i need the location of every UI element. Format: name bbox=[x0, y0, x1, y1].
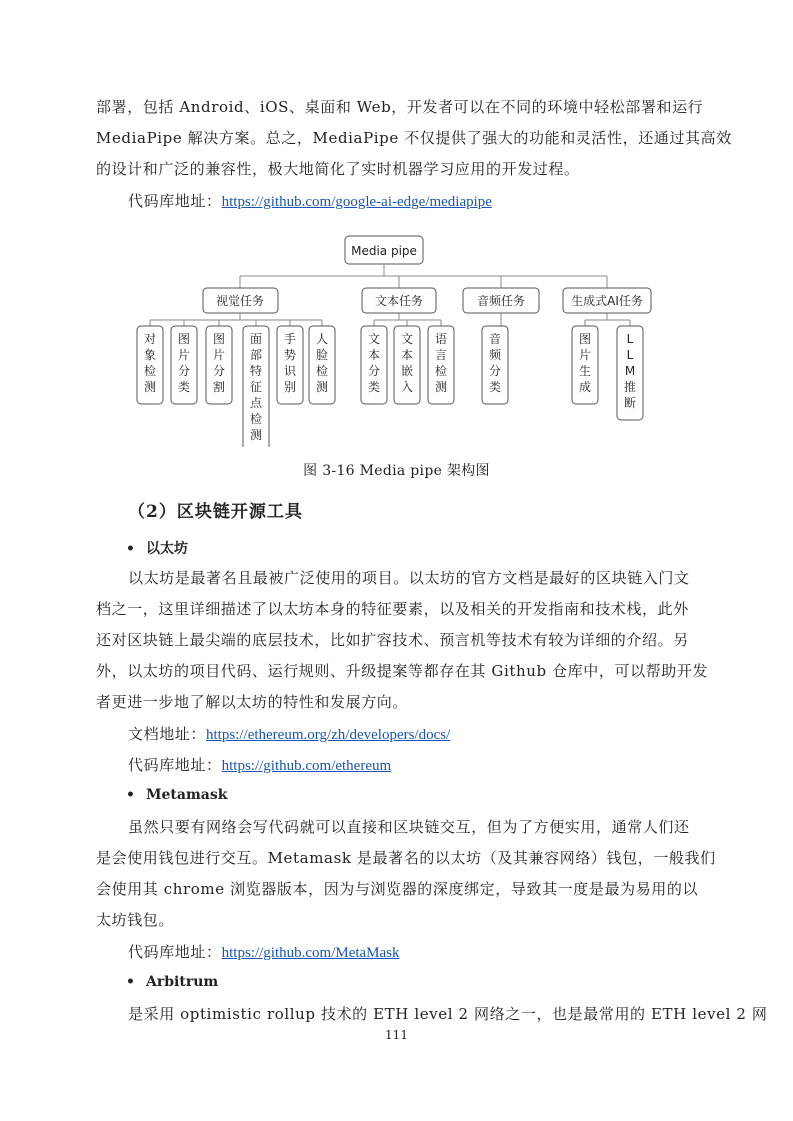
ethereum-line-2: 档之一，这里详细描述了以太坊本身的特征要素，以及相关的开发指南和技术栈，此外 bbox=[96, 600, 689, 618]
leaf-label: 图片分类 bbox=[177, 332, 191, 394]
repo-label: 代码库地址： bbox=[128, 943, 222, 961]
ethereum-line-1: 以太坊是最著名且最被广泛使用的项目。以太坊的官方文档是最好的区块链入门文 bbox=[128, 569, 690, 587]
ethereum-docs-line bbox=[128, 723, 450, 744]
bullet-ethereum bbox=[126, 538, 188, 558]
leaf-label: 图片分割 bbox=[212, 332, 226, 394]
leaf-label: 人脸检测 bbox=[315, 332, 329, 394]
metamask-line-4: 太坊钱包。 bbox=[96, 911, 175, 929]
bullet-dot: • bbox=[126, 541, 135, 557]
leaf-label: 文本分类 bbox=[367, 332, 381, 394]
leaf-label: 对象检测 bbox=[143, 332, 157, 394]
mediapipe-repo-line bbox=[128, 190, 492, 211]
section-heading: （2）区块链开源工具 bbox=[128, 502, 303, 522]
ethereum-repo-link[interactable]: https://github.com/ethereum bbox=[221, 758, 392, 774]
bullet-dot: • bbox=[126, 787, 135, 803]
leaf-label: 手势识别 bbox=[283, 332, 297, 394]
leaf-label: 音频分类 bbox=[488, 332, 502, 394]
arbitrum-line-1: 是采用 optimistic rollup 技术的 ETH level 2 网络之一，也是最常用的 ETH level 2 网 bbox=[128, 1005, 768, 1023]
ethereum-repo-line bbox=[128, 754, 391, 775]
ethereum-line-4: 外，以太坊的项目代码、运行规则、升级提案等都存在其 Github 仓库中，可以帮助开发 bbox=[96, 662, 709, 680]
leaf-label: L L M 推断 bbox=[623, 332, 637, 410]
metamask-line-3: 会使用其 chrome 浏览器版本，因为与浏览器的深度绑定，导致其一度是最为易用的以 bbox=[96, 880, 699, 898]
group-label-audio: 音频任务 bbox=[476, 294, 526, 308]
metamask-repo-link[interactable]: https://github.com/MetaMask bbox=[221, 945, 400, 961]
leaf-label: 语言检测 bbox=[434, 332, 448, 394]
metamask-line-1: 虽然只要有网络会写代码就可以直接和区块链交互，但为了方便实用，通常人们还 bbox=[128, 818, 690, 836]
page-number: 111 bbox=[385, 1028, 408, 1042]
diagram-root-label: Media pipe bbox=[351, 244, 417, 258]
intro-line-1: 部署，包括 Android、iOS、桌面和 Web，开发者可以在不同的环境中轻松部署和运行 bbox=[96, 98, 704, 116]
group-label-text: 文本任务 bbox=[374, 294, 424, 308]
ethereum-docs-link[interactable]: https://ethereum.org/zh/developers/docs/ bbox=[206, 727, 451, 743]
bullet-arbitrum bbox=[126, 974, 218, 990]
group-label-genai: 生成式AI任务 bbox=[571, 294, 643, 308]
metamask-repo-line bbox=[128, 941, 400, 962]
leaf-label: 图片生成 bbox=[578, 332, 592, 394]
leaf-label: 文本嵌入 bbox=[400, 332, 414, 394]
ethereum-line-3: 还对区块链上最尖端的底层技术，比如扩容技术、预言机等技术有较为详细的介绍。另 bbox=[96, 631, 689, 649]
repo-label: 代码库地址： bbox=[128, 756, 222, 774]
bullet-title-arbitrum: Arbitrum bbox=[146, 974, 219, 990]
repo-label: 代码库地址： bbox=[128, 192, 222, 210]
ethereum-line-5: 者更进一步地了解以太坊的特性和发展方向。 bbox=[96, 693, 409, 711]
intro-line-3: 的设计和广泛的兼容性，极大地简化了实时机器学习应用的开发过程。 bbox=[96, 160, 580, 178]
leaf-label: 面部特征点检测 bbox=[249, 332, 263, 442]
bullet-title-metamask: Metamask bbox=[146, 787, 228, 803]
bullet-title-ethereum: 以太坊 bbox=[146, 541, 188, 557]
group-label-vision: 视觉任务 bbox=[215, 294, 265, 308]
intro-line-2: MediaPipe 解决方案。总之，MediaPipe 不仅提供了强大的功能和灵活性，还通过其高效 bbox=[96, 129, 732, 147]
figure-caption: 图 3-16 Media pipe 架构图 bbox=[303, 463, 490, 479]
docs-label: 文档地址： bbox=[128, 725, 207, 743]
mediapipe-repo-link[interactable]: https://github.com/google-ai-edge/mediapipe bbox=[221, 194, 492, 210]
mediapipe-architecture-diagram bbox=[0, 232, 793, 447]
diagram-leaves bbox=[137, 326, 643, 447]
metamask-line-2: 是会使用钱包进行交互。Metamask 是最著名的以太坊（及其兼容网络）钱包，一般我们 bbox=[96, 849, 716, 867]
bullet-metamask bbox=[126, 787, 227, 803]
bullet-dot: • bbox=[126, 974, 135, 990]
